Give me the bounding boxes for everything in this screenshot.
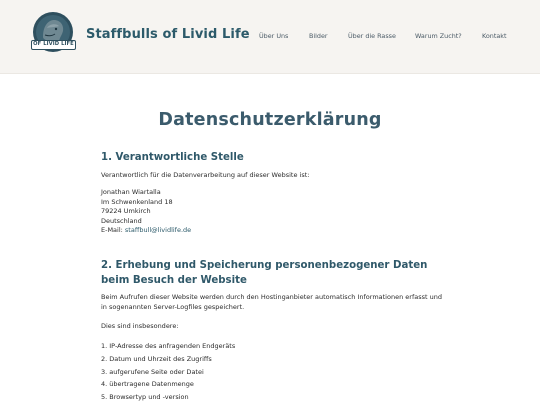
nav-ueber-uns[interactable]: Über Uns (259, 32, 289, 40)
list-item: 1. IP-Adresse des anfragenden Endgeräts (101, 342, 236, 350)
list-item: 3. aufgerufene Seite oder Datei (101, 367, 204, 376)
logfile-data-list (101, 341, 235, 405)
address-name: Jonathan Wiartalla (101, 188, 161, 196)
section1-intro: Verantwortlich für die Datenverarbeitung auf dieser Website ist: (101, 171, 310, 179)
page-content (0, 74, 540, 405)
address-country: Deutschland (101, 216, 142, 225)
email-link[interactable]: staffbull@lividlife.de (124, 226, 192, 235)
site-title[interactable]: Staffbulls of Livid Life (86, 27, 250, 42)
list-item: 4. übertragene Datenmenge (101, 380, 194, 389)
nav-kontakt[interactable]: Kontakt (482, 32, 507, 40)
section-heading-verantwortliche-stelle: 1. Verantwortliche Stelle (101, 152, 244, 163)
address-email (101, 226, 191, 236)
address-block (101, 188, 191, 236)
nav-warum-zucht[interactable]: Warum Zucht? (415, 32, 462, 40)
site-header (0, 0, 540, 74)
nav-bilder[interactable]: Bilder (309, 32, 328, 40)
list-item: 2. Datum und Uhrzeit des Zugriffs (101, 354, 212, 363)
logo-banner: OF LIVID LIFE (31, 40, 76, 50)
section2-list-intro: Dies sind insbesondere: (101, 322, 179, 330)
nav-ueber-die-rasse[interactable]: Über die Rasse (348, 32, 396, 40)
email-label: E-Mail: (101, 226, 125, 235)
address-city: 79224 Umkirch (101, 207, 151, 216)
list-item: 5. Browsertyp und -version (101, 393, 189, 402)
page-title: Datenschutzerklärung (158, 110, 382, 130)
section2-intro: Beim Aufrufen dieser Website werden durch den Hostinganbieter automatisch Informationen erfasst und in sogenannten Server-Logfiles gespeichert. (101, 293, 442, 311)
main-nav (0, 32, 540, 44)
address-street: Im Schwenkenland 18 (101, 197, 173, 206)
section-heading-server-logfiles: 2. Erhebung und Speicherung personenbezogener Daten beim Besuch der Website (101, 260, 428, 286)
